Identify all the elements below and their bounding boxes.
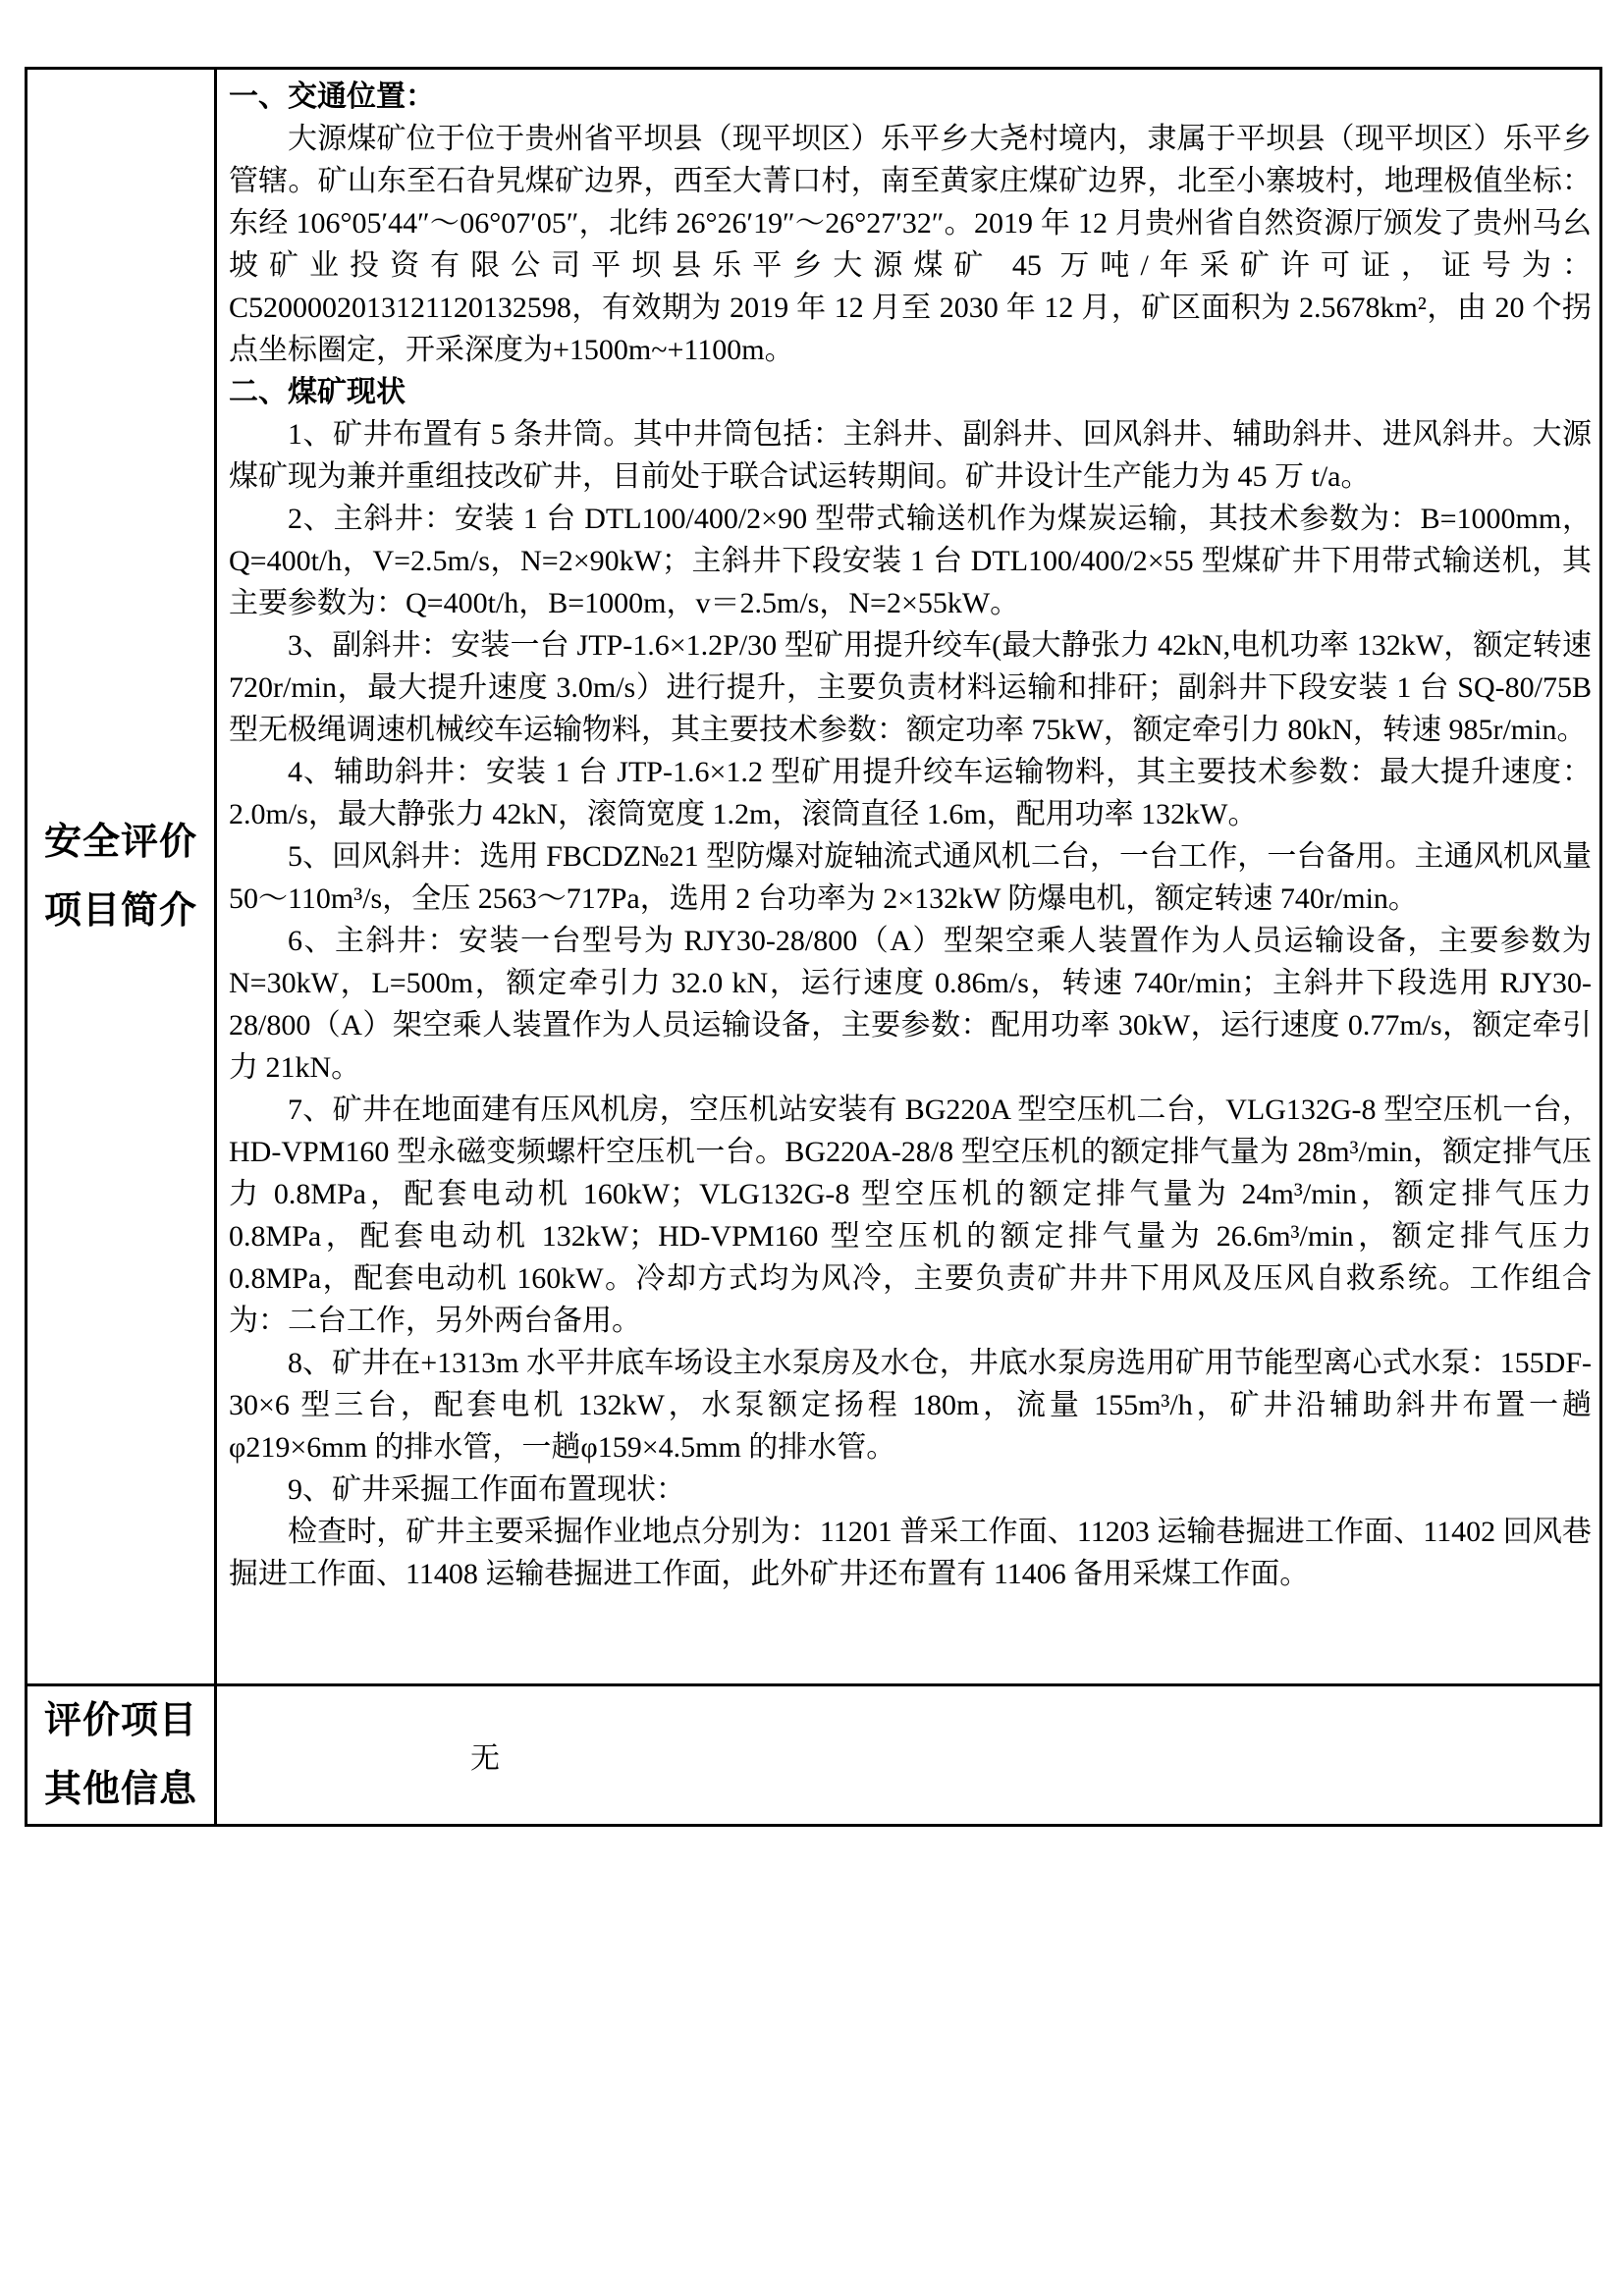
paragraph-item-6-man-riding: 6、主斜井：安装一台型号为 RJY30-28/800（A）型架空乘人装置作为人员运输设备，主要参数为 N=30kW，L=500m，额定牵引力 32.0 kN，运行速度 0.86m/s，转速 740r/min；主斜井下段选用 RJY30-28/800（A）架空乘人装置作为人员运输设备，主要参数：配用功率 30kW，运行速度 0.77m/s，额定牵引力 21kN。 [229, 925, 1592, 1084]
paragraph-item-8-pumps: 8、矿井在+1313m 水平井底车场设主水泵房及水仓，井底水泵房选用矿用节能型离心式水泵：155DF-30×6 型三台，配套电机 132kW，水泵额定扬程 180m，流量 155m³/h，矿井沿辅助斜井布置一趟φ219×6mm 的排水管，一趟φ159×4.5mm 的排水管。 [229, 1347, 1592, 1464]
row2-content-cell [217, 1686, 1599, 1824]
paragraph-item-5-return-air-incline: 5、回风斜井：选用 FBCDZ№21 型防爆对旋轴流式通风机二台，一台工作，一台备用。主通风机风量 50～110m³/s，全压 2563～717Pa，选用 2 台功率为 2×132kW 防爆电机，额定转速 740r/min。 [229, 840, 1592, 915]
row1-content-cell [217, 70, 1599, 1686]
paragraph-item-9-working-faces-heading: 9、矿井采掘工作面布置现状： [288, 1473, 685, 1506]
row1-label-cell [27, 70, 217, 1686]
safety-evaluation-table [25, 67, 1602, 1827]
paragraph-inspection-summary: 检查时，矿井主要采掘作业地点分别为：11201 普采工作面、11203 运输巷掘进工作面、11402 回风巷掘进工作面、11408 运输巷掘进工作面，此外矿井还布置有 11406 备用采煤工作面。 [229, 1516, 1592, 1590]
paragraph-item-7-compressors: 7、矿井在地面建有压风机房，空压机站安装有 BG220A 型空压机二台，VLG132G-8 型空压机一台，HD-VPM160 型永磁变频螺杆空压机一台。BG220A-28/8 型空压机的额定排气量为 28m³/min，额定排气压力 0.8MPa，配套电动机 160kW；VLG132G-8 型空压机的额定排气量为 24m³/min，额定排气压力 0.8MPa，配套电动机 132kW；HD-VPM160 型空压机的额定排气量为 26.6m³/min，额定排气压力 0.8MPa，配套电动机 160kW。冷却方式均为风冷，主要负责矿井井下用风及压风自救系统。工作组合为：二台工作，另外两台备用。 [229, 1094, 1592, 1337]
row1-label-line2: 项目简介 [43, 890, 197, 932]
row2-label-line1: 评价项目 [43, 1700, 197, 1741]
paragraph-mine-location: 大源煤矿位于位于贵州省平坝县（现平坝区）乐平乡大尧村境内，隶属于平坝县（现平坝区）乐平乡管辖。矿山东至石旮旯煤矿边界，西至大菁口村，南至黄家庄煤矿边界，北至小寨坡村，地理极值坐标：东经 106°05′44″～06°07′05″，北纬 26°26′19″～26°27′32″。2019 年 12 月贵州省自然资源厅颁发了贵州马幺坡矿业投资有限公司平坝县乐平乡大源煤矿 45 万吨/年采矿许可证，证号为：C5200002013121120132598，有效期为 2019 年 12 月至 2030 年 12 月，矿区面积为 2.5678km²，由 20 个拐点坐标圈定，开采深度为+1500m~+1100m。 [229, 123, 1592, 366]
paragraph-item-3-auxiliary-incline: 3、副斜井：安装一台 JTP-1.6×1.2P/30 型矿用提升绞车(最大静张力 42kN,电机功率 132kW，额定转速 720r/min，最大提升速度 3.0m/s）进行提升，主要负责材料运输和排矸；副斜井下段安装 1 台 SQ-80/75B 型无极绳调速机械绞车运输物料，其主要技术参数：额定功率 75kW，额定牵引力 80kN，转速 985r/min。 [229, 629, 1592, 746]
row2-content-value: 无 [470, 1741, 500, 1775]
section-heading-mine-status: 二、煤矿现状 [229, 376, 406, 408]
row2-label-cell [27, 1686, 217, 1824]
row2-label-line2: 其他信息 [43, 1769, 197, 1810]
section-heading-traffic-location: 一、交通位置： [229, 80, 435, 113]
paragraph-item-2-main-incline: 2、主斜井：安装 1 台 DTL100/400/2×90 型带式输送机作为煤炭运输，其技术参数为：B=1000mm，Q=400t/h，V=2.5m/s，N=2×90kW；主斜井下段安装 1 台 DTL100/400/2×55 型煤矿井下用带式输送机，其主要参数为：Q=400t/h，B=1000m，v＝2.5m/s，N=2×55kW。 [229, 503, 1592, 619]
row1-label-line1: 安全评价 [43, 822, 197, 863]
paragraph-item-4-assist-incline: 4、辅助斜井：安装 1 台 JTP-1.6×1.2 型矿用提升绞车运输物料，其主要技术参数：最大提升速度：2.0m/s，最大静张力 42kN，滚筒宽度 1.2m，滚筒直径 1.6m，配用功率 132kW。 [229, 756, 1592, 830]
paragraph-item-1-shafts: 1、矿井布置有 5 条井筒。其中井筒包括：主斜井、副斜井、回风斜井、辅助斜井、进风斜井。大源煤矿现为兼并重组技改矿井，目前处于联合试运转期间。矿井设计生产能力为 45 万 t/a。 [229, 418, 1592, 493]
